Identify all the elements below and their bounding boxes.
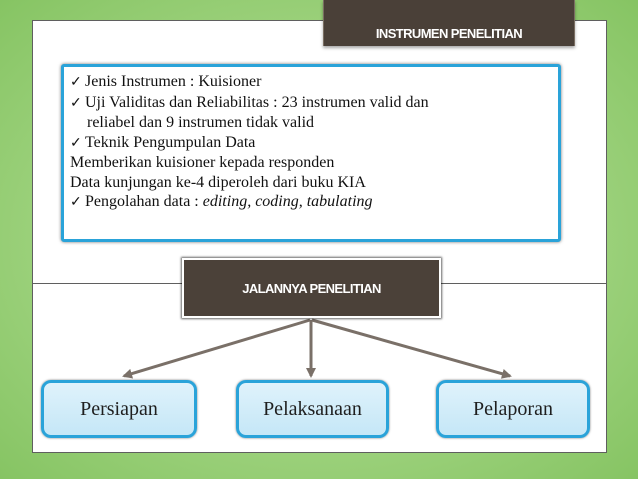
node-persiapan: Persiapan bbox=[41, 380, 197, 438]
arrow-to-pelaporan bbox=[312, 320, 510, 376]
check-icon: ✓ bbox=[70, 135, 82, 151]
info-line-1: ✓ Jenis Instrumen : Kuisioner bbox=[70, 72, 558, 93]
check-icon: ✓ bbox=[70, 195, 82, 210]
node-pelaporan: Pelaporan bbox=[436, 380, 590, 438]
info-line-2: ✓ Uji Validitas dan Reliabilitas : 23 instrumen valid dan bbox=[70, 93, 558, 114]
center-node-label: JALANNYA PENELITIAN bbox=[242, 281, 381, 296]
center-node bbox=[182, 258, 441, 318]
check-icon: ✓ bbox=[70, 95, 82, 111]
title-text: INSTRUMEN PENELITIAN bbox=[375, 26, 523, 41]
node-pelaksanaan: Pelaksanaan bbox=[236, 380, 389, 438]
info-line-3: reliabel dan 9 instrumen tidak valid bbox=[87, 114, 315, 131]
info-line-4: ✓ Teknik Pengumpulan Data bbox=[70, 133, 558, 154]
info-line-6: Data kunjungan ke-4 diperoleh dari buku KIA bbox=[70, 173, 366, 191]
arrow-to-persiapan bbox=[124, 320, 310, 376]
info-line-5: Memberikan kuisioner kepada responden bbox=[70, 154, 335, 171]
check-icon: ✓ bbox=[70, 75, 82, 90]
info-line-7: ✓ Pengolahan data : editing, coding, tabulating bbox=[70, 192, 558, 213]
